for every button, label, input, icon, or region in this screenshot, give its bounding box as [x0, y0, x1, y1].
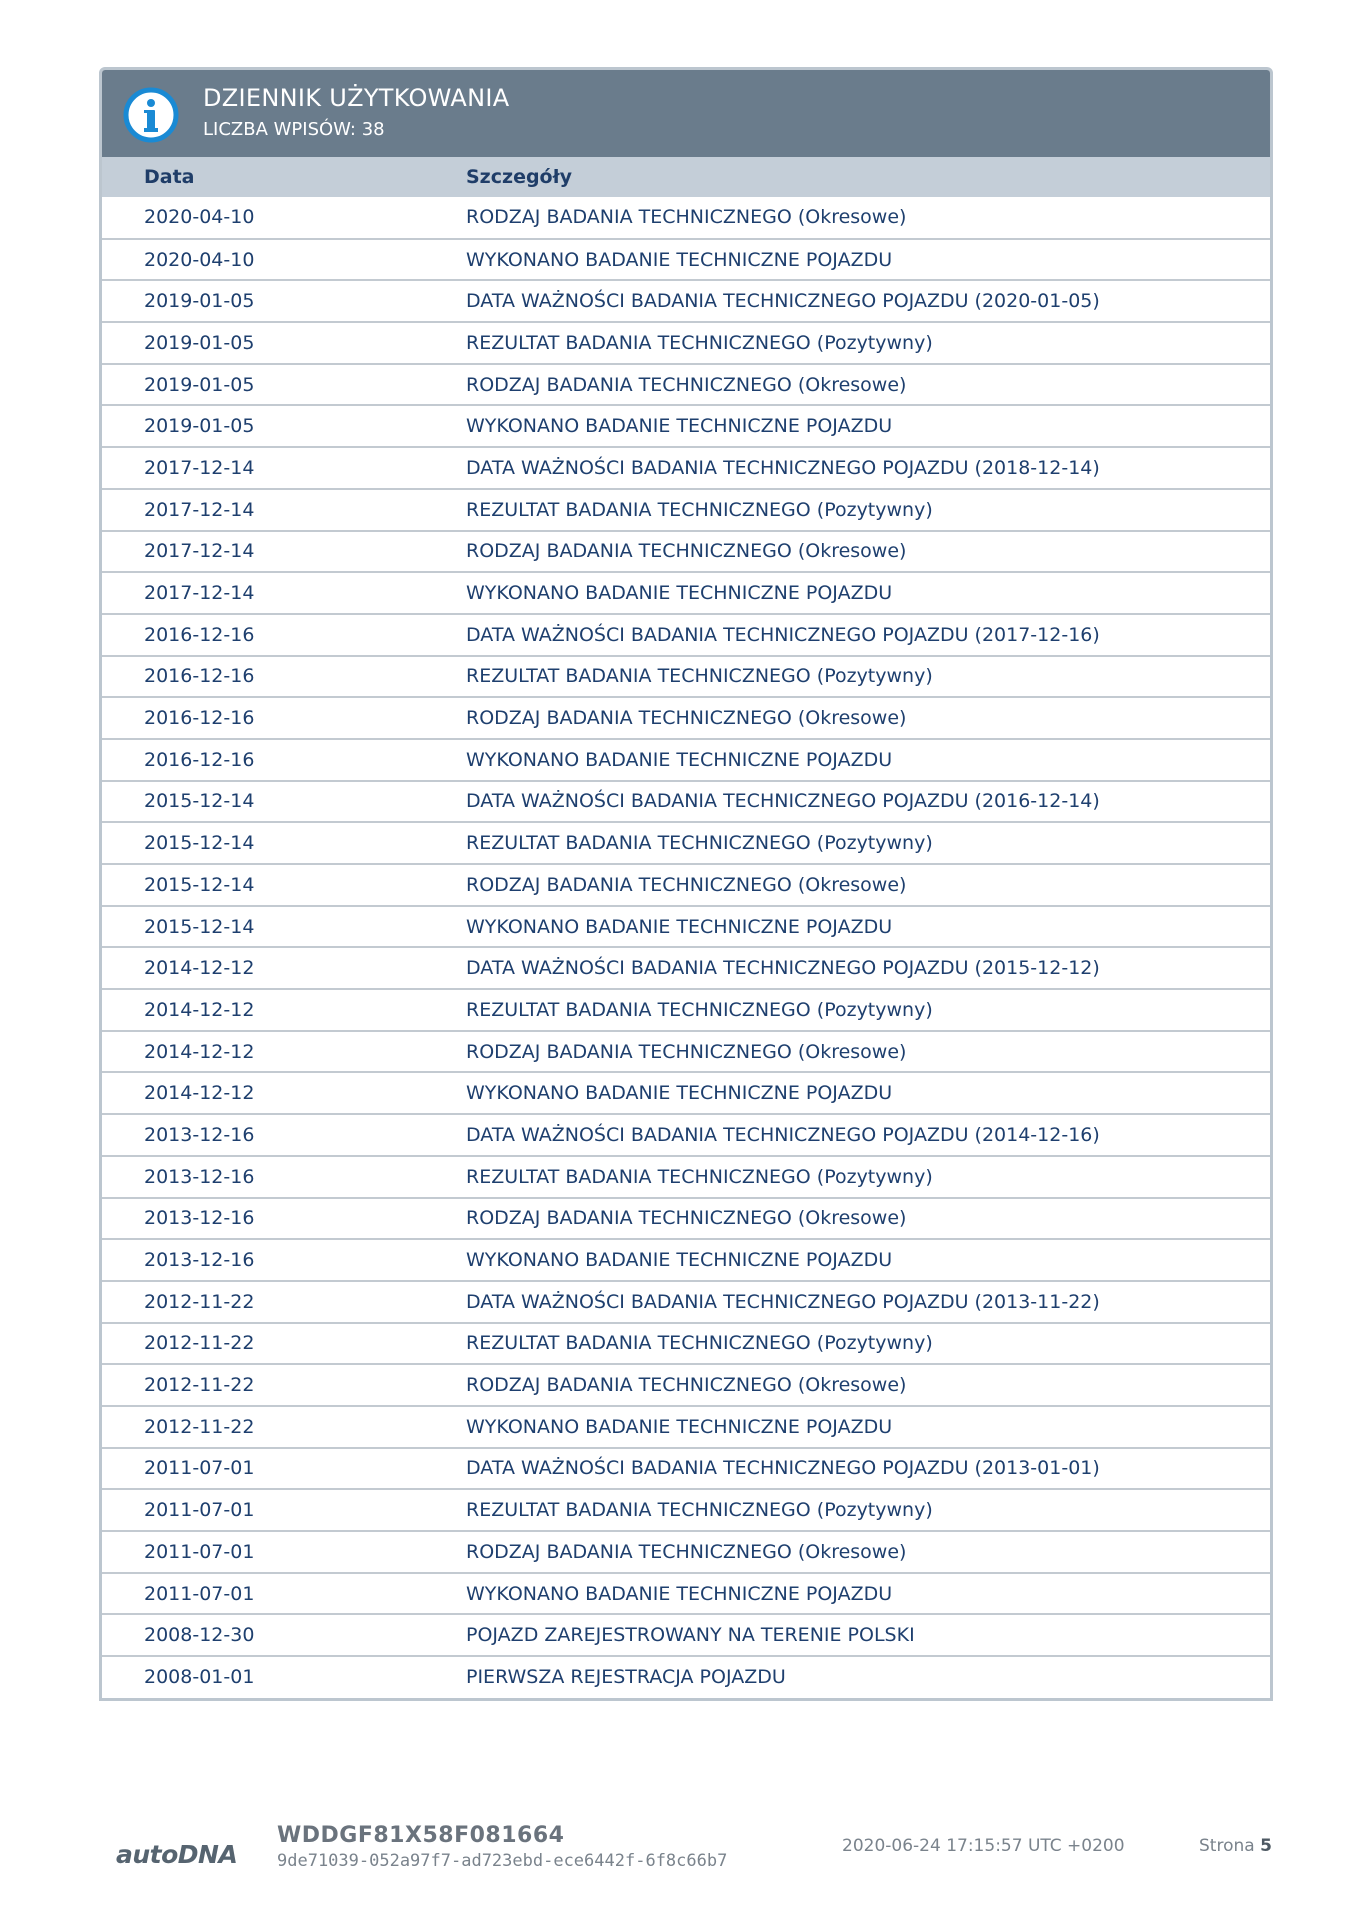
- table-row: [102, 1198, 1270, 1240]
- row-date: 2011-07-01: [144, 1582, 255, 1605]
- row-details: RODZAJ BADANIA TECHNICZNEGO (Okresowe): [466, 1207, 907, 1230]
- row-date: 2016-12-16: [144, 665, 255, 688]
- row-date: 2013-12-16: [144, 1123, 255, 1146]
- table-row: [102, 1364, 1270, 1406]
- row-details: DATA WAŻNOŚCI BADANIA TECHNICZNEGO POJAZDU (2015-12-12): [466, 957, 1100, 980]
- panel-title: DZIENNIK UŻYTKOWANIA: [203, 84, 510, 112]
- row-date: 2011-07-01: [144, 1540, 255, 1563]
- table-row: [102, 864, 1270, 906]
- usage-log-table: [102, 157, 1270, 1698]
- row-details: WYKONANO BADANIE TECHNICZNE POJAZDU: [466, 582, 893, 605]
- table-row: [102, 1406, 1270, 1448]
- row-details: RODZAJ BADANIA TECHNICZNEGO (Okresowe): [466, 1374, 907, 1397]
- row-date: 2019-01-05: [144, 331, 255, 354]
- table-row: [102, 1614, 1270, 1656]
- row-details: DATA WAŻNOŚCI BADANIA TECHNICZNEGO POJAZDU (2013-01-01): [466, 1457, 1100, 1480]
- row-date: 2019-01-05: [144, 415, 255, 438]
- row-date: 2013-12-16: [144, 1249, 255, 1272]
- row-details: RODZAJ BADANIA TECHNICZNEGO (Okresowe): [466, 206, 907, 229]
- table-row: [102, 822, 1270, 864]
- entry-count: LICZBA WPISÓW: 38: [203, 119, 385, 140]
- row-date: 2014-12-12: [144, 1082, 255, 1105]
- row-date: 2012-11-22: [144, 1290, 255, 1313]
- table-row: [102, 989, 1270, 1031]
- autodna-logo: autoDNA: [116, 1840, 238, 1869]
- usage-log-panel: [99, 67, 1273, 1701]
- row-details: REZULTAT BADANIA TECHNICZNEGO (Pozytywny): [466, 1499, 933, 1522]
- row-details: RODZAJ BADANIA TECHNICZNEGO (Okresowe): [466, 540, 907, 563]
- row-details: REZULTAT BADANIA TECHNICZNEGO (Pozytywny): [466, 998, 933, 1021]
- table-row: [102, 572, 1270, 614]
- row-date: 2019-01-05: [144, 290, 255, 313]
- table-row: [102, 1072, 1270, 1114]
- table-row: [102, 781, 1270, 823]
- page-indicator: [1199, 1836, 1272, 1856]
- row-date: 2015-12-14: [144, 790, 255, 813]
- row-details: REZULTAT BADANIA TECHNICZNEGO (Pozytywny): [466, 832, 933, 855]
- row-date: 2017-12-14: [144, 456, 255, 479]
- row-date: 2017-12-14: [144, 540, 255, 563]
- table-row: [102, 1114, 1270, 1156]
- row-date: 2015-12-14: [144, 873, 255, 896]
- table-row: [102, 489, 1270, 531]
- column-header-details: Szczegóły: [466, 166, 573, 188]
- row-details: WYKONANO BADANIE TECHNICZNE POJAZDU: [466, 1415, 893, 1438]
- row-date: 2008-12-30: [144, 1624, 255, 1647]
- table-row: [102, 906, 1270, 948]
- row-details: DATA WAŻNOŚCI BADANIA TECHNICZNEGO POJAZDU (2017-12-16): [466, 623, 1100, 646]
- row-details: DATA WAŻNOŚCI BADANIA TECHNICZNEGO POJAZDU (2013-11-22): [466, 1290, 1100, 1313]
- row-date: 2017-12-14: [144, 498, 255, 521]
- row-details: WYKONANO BADANIE TECHNICZNE POJAZDU: [466, 248, 893, 271]
- row-details: DATA WAŻNOŚCI BADANIA TECHNICZNEGO POJAZDU (2014-12-16): [466, 1123, 1100, 1146]
- report-hash: 9de71039-052a97f7-ad723ebd-ece6442f-6f8c66b7: [277, 1851, 728, 1871]
- row-details: DATA WAŻNOŚCI BADANIA TECHNICZNEGO POJAZDU (2018-12-14): [466, 456, 1100, 479]
- vin-number: WDDGF81X58F081664: [277, 1823, 565, 1848]
- row-date: 2019-01-05: [144, 373, 255, 396]
- page-label: Strona: [1199, 1836, 1255, 1856]
- page-number: 5: [1260, 1836, 1272, 1856]
- row-date: 2014-12-12: [144, 998, 255, 1021]
- row-details: WYKONANO BADANIE TECHNICZNE POJAZDU: [466, 415, 893, 438]
- table-row: [102, 947, 1270, 989]
- table-row: [102, 1156, 1270, 1198]
- row-date: 2012-11-22: [144, 1332, 255, 1355]
- table-row: [102, 364, 1270, 406]
- table-row: [102, 447, 1270, 489]
- row-details: REZULTAT BADANIA TECHNICZNEGO (Pozytywny): [466, 331, 933, 354]
- row-date: 2012-11-22: [144, 1374, 255, 1397]
- column-header-date: Data: [144, 166, 195, 188]
- row-date: 2015-12-14: [144, 832, 255, 855]
- row-details: DATA WAŻNOŚCI BADANIA TECHNICZNEGO POJAZDU (2020-01-05): [466, 290, 1100, 313]
- table-row: [102, 1031, 1270, 1073]
- row-date: 2013-12-16: [144, 1207, 255, 1230]
- table-row: [102, 531, 1270, 573]
- table-row: [102, 1239, 1270, 1281]
- row-details: WYKONANO BADANIE TECHNICZNE POJAZDU: [466, 915, 893, 938]
- table-row: [102, 239, 1270, 281]
- row-details: DATA WAŻNOŚCI BADANIA TECHNICZNEGO POJAZDU (2016-12-14): [466, 790, 1100, 813]
- row-details: REZULTAT BADANIA TECHNICZNEGO (Pozytywny): [466, 1332, 933, 1355]
- row-details: WYKONANO BADANIE TECHNICZNE POJAZDU: [466, 1249, 893, 1272]
- row-date: 2011-07-01: [144, 1457, 255, 1480]
- row-date: 2012-11-22: [144, 1415, 255, 1438]
- table-row: [102, 1656, 1270, 1698]
- row-date: 2011-07-01: [144, 1499, 255, 1522]
- table-row: [102, 656, 1270, 698]
- row-details: POJAZD ZAREJESTROWANY NA TERENIE POLSKI: [466, 1624, 915, 1647]
- table-row: [102, 405, 1270, 447]
- table-row: [102, 1281, 1270, 1323]
- row-date: 2016-12-16: [144, 748, 255, 771]
- row-date: 2008-01-01: [144, 1666, 255, 1689]
- table-row: [102, 1489, 1270, 1531]
- info-icon: [122, 86, 180, 144]
- table-row: [102, 280, 1270, 322]
- row-details: REZULTAT BADANIA TECHNICZNEGO (Pozytywny): [466, 498, 933, 521]
- table-row: [102, 197, 1270, 239]
- row-details: PIERWSZA REJESTRACJA POJAZDU: [466, 1666, 786, 1689]
- row-details: RODZAJ BADANIA TECHNICZNEGO (Okresowe): [466, 873, 907, 896]
- row-date: 2014-12-12: [144, 1040, 255, 1063]
- row-date: 2017-12-14: [144, 582, 255, 605]
- row-details: RODZAJ BADANIA TECHNICZNEGO (Okresowe): [466, 1540, 907, 1563]
- report-timestamp: 2020-06-24 17:15:57 UTC +0200: [842, 1836, 1125, 1856]
- row-date: 2020-04-10: [144, 248, 255, 271]
- row-date: 2014-12-12: [144, 957, 255, 980]
- row-date: 2020-04-10: [144, 206, 255, 229]
- panel-header: [102, 70, 1270, 157]
- row-date: 2013-12-16: [144, 1165, 255, 1188]
- row-details: RODZAJ BADANIA TECHNICZNEGO (Okresowe): [466, 707, 907, 730]
- table-row: [102, 697, 1270, 739]
- row-date: 2016-12-16: [144, 623, 255, 646]
- table-row: [102, 1531, 1270, 1573]
- table-header-row: [102, 157, 1270, 197]
- row-details: WYKONANO BADANIE TECHNICZNE POJAZDU: [466, 748, 893, 771]
- row-date: 2016-12-16: [144, 707, 255, 730]
- row-details: RODZAJ BADANIA TECHNICZNEGO (Okresowe): [466, 373, 907, 396]
- table-row: [102, 739, 1270, 781]
- table-row: [102, 322, 1270, 364]
- table-row: [102, 1573, 1270, 1615]
- row-date: 2015-12-14: [144, 915, 255, 938]
- table-row: [102, 614, 1270, 656]
- row-details: REZULTAT BADANIA TECHNICZNEGO (Pozytywny): [466, 1165, 933, 1188]
- table-row: [102, 1323, 1270, 1365]
- row-details: RODZAJ BADANIA TECHNICZNEGO (Okresowe): [466, 1040, 907, 1063]
- row-details: WYKONANO BADANIE TECHNICZNE POJAZDU: [466, 1582, 893, 1605]
- table-row: [102, 1448, 1270, 1490]
- row-details: WYKONANO BADANIE TECHNICZNE POJAZDU: [466, 1082, 893, 1105]
- row-details: REZULTAT BADANIA TECHNICZNEGO (Pozytywny): [466, 665, 933, 688]
